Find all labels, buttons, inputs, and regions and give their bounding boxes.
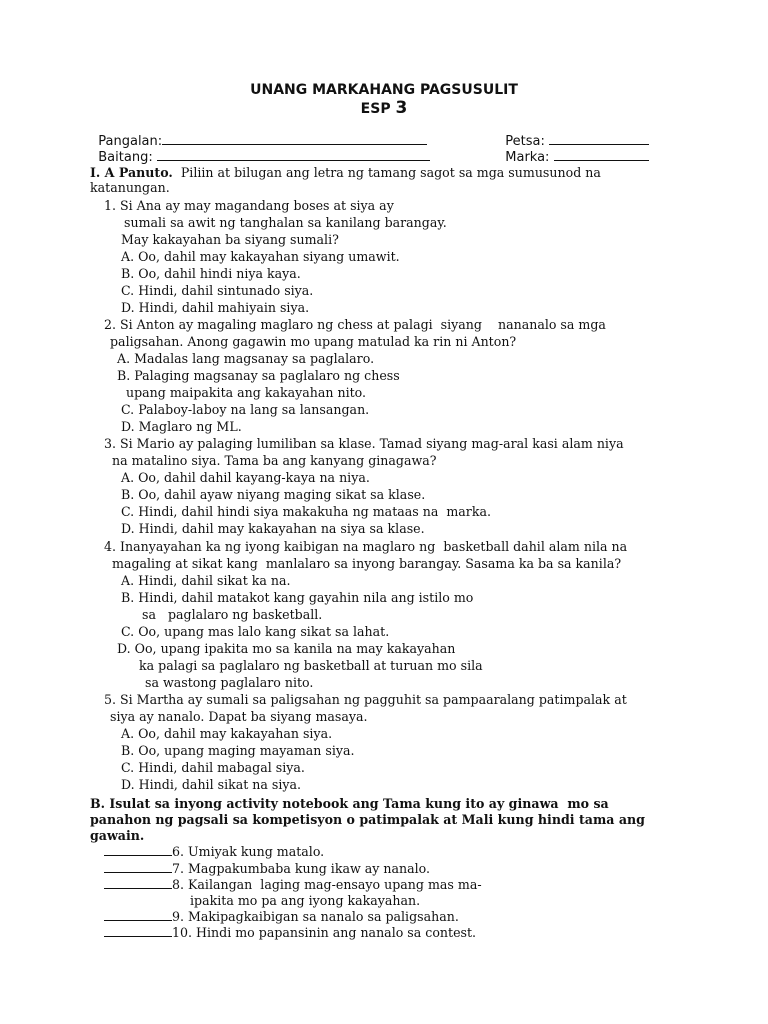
q4-choice-d-cont-2: sa wastong paglalaro nito.: [145, 675, 314, 690]
q4-choice-d-cont: ka palagi sa paglalaro ng basketball at turuan mo sila: [139, 658, 483, 673]
subject: ESP: [360, 101, 391, 117]
part1-instruction: I. A Panuto. Piliin at bilugan ang letra ng tamang sagot sa mga sumusunod na: [90, 165, 601, 180]
q4-choice-b-cont: sa paglalaro ng basketball.: [142, 607, 323, 622]
score-blank[interactable]: [554, 149, 649, 161]
answer-blank-10[interactable]: [104, 925, 172, 937]
q2-choice-a[interactable]: A. Madalas lang magsanay sa paglalaro.: [117, 351, 375, 366]
item-8-cont: ipakita mo pa ang iyong kakayahan.: [190, 893, 421, 908]
item-6: 6. Umiyak kung matalo.: [104, 844, 324, 860]
date-label: Petsa:: [505, 134, 545, 149]
q2-choice-b-cont: upang maipakita ang kakayahan nito.: [126, 385, 367, 400]
q5-stem: 5. Si Martha ay sumali sa paligsahan ng pagguhit sa pampaaralang patimpalak at: [104, 692, 627, 707]
q2-stem-2: paligsahan. Anong gagawin mo upang matulad ka rin ni Anton?: [110, 334, 517, 349]
q4-choice-b[interactable]: B. Hindi, dahil matakot kang gayahin nila ang istilo mo: [121, 590, 474, 605]
score-field[interactable]: [497, 133, 649, 166]
part2-heading: B. Isulat sa inyong activity notebook ang Tama kung ito ay ginawa mo sa: [90, 796, 609, 811]
q1-stem-3: May kakayahan ba siyang sumali?: [121, 232, 339, 247]
grade-number: 3: [395, 98, 408, 118]
q4-stem-2: magaling at sikat kang manlalaro sa inyong barangay. Sasama ka ba sa kanila?: [112, 556, 622, 571]
level-field[interactable]: [90, 133, 430, 166]
q5-choice-c[interactable]: C. Hindi, dahil mabagal siya.: [121, 760, 305, 775]
level-blank[interactable]: [157, 149, 430, 161]
answer-blank-8[interactable]: [104, 877, 172, 889]
q4-stem: 4. Inanyayahan ka ng iyong kaibigan na maglaro ng basketball dahil alam nila na: [104, 539, 628, 554]
score-label: Marka:: [505, 150, 550, 165]
q2-choice-d[interactable]: D. Maglaro ng ML.: [121, 419, 242, 434]
q4-choice-c[interactable]: C. Oo, upang mas lalo kang sikat sa lahat.: [121, 624, 390, 639]
q3-choice-c[interactable]: C. Hindi, dahil hindi siya makakuha ng mataas na marka.: [121, 504, 491, 519]
q5-choice-d[interactable]: D. Hindi, dahil sikat na siya.: [121, 777, 302, 792]
q3-choice-a[interactable]: A. Oo, dahil dahil kayang-kaya na niya.: [121, 470, 370, 485]
q5-choice-a[interactable]: A. Oo, dahil may kakayahan siya.: [121, 726, 333, 741]
level-label: Baitang:: [98, 150, 153, 165]
item-7: 7. Magpakumbaba kung ikaw ay nanalo.: [104, 861, 430, 877]
q3-stem-2: na matalino siya. Tama ba ang kanyang ginagawa?: [112, 453, 437, 468]
q4-choice-d[interactable]: D. Oo, upang ipakita mo sa kanila na may kakayahan: [117, 641, 456, 656]
part1-heading: I. A Panuto.: [90, 165, 173, 180]
q5-stem-2: siya ay nanalo. Dapat ba siyang masaya.: [110, 709, 368, 724]
part2-heading-2: panahon ng pagsali sa kompetisyon o patimpalak at Mali kung hindi tama ang: [90, 812, 645, 827]
item-8: 8. Kailangan laging mag-ensayo upang mas ma-: [104, 877, 482, 893]
q5-choice-b[interactable]: B. Oo, upang maging mayaman siya.: [121, 743, 355, 758]
q1-stem-2: sumali sa awit ng tanghalan sa kanilang barangay.: [124, 215, 447, 230]
q1-choice-d[interactable]: D. Hindi, dahil mahiyain siya.: [121, 300, 310, 315]
q2-choice-c[interactable]: C. Palaboy-laboy na lang sa lansangan.: [121, 402, 370, 417]
part1-instruction-cont: katanungan.: [90, 180, 170, 195]
q1-stem: 1. Si Ana ay may magandang boses at siya ay: [104, 198, 394, 213]
item-10: 10. Hindi mo papansinin ang nanalo sa contest.: [104, 925, 476, 941]
q4-choice-a[interactable]: A. Hindi, dahil sikat ka na.: [121, 573, 291, 588]
answer-blank-6[interactable]: [104, 844, 172, 856]
q1-choice-b[interactable]: B. Oo, dahil hindi niya kaya.: [121, 266, 301, 281]
exam-title: UNANG MARKAHANG PAGSUSULIT: [250, 82, 518, 98]
name-label: Pangalan:: [98, 134, 163, 149]
q1-choice-c[interactable]: C. Hindi, dahil sintunado siya.: [121, 283, 314, 298]
answer-blank-7[interactable]: [104, 861, 172, 873]
q3-stem: 3. Si Mario ay palaging lumiliban sa klase. Tamad siyang mag-aral kasi alam niya: [104, 436, 624, 451]
q3-choice-d[interactable]: D. Hindi, dahil may kakayahan na siya sa klase.: [121, 521, 425, 536]
answer-blank-9[interactable]: [104, 909, 172, 921]
q2-stem: 2. Si Anton ay magaling maglaro ng chess at palagi siyang nananalo sa mga: [104, 317, 606, 332]
q2-choice-b[interactable]: B. Palaging magsanay sa paglalaro ng chess: [117, 368, 400, 383]
item-9: 9. Makipagkaibigan sa nanalo sa paligsahan.: [104, 909, 459, 925]
q1-choice-a[interactable]: A. Oo, dahil may kakayahan siyang umawit.: [121, 249, 400, 264]
subject-line: [0, 98, 768, 118]
part2-heading-3: gawain.: [90, 828, 145, 843]
q3-choice-b[interactable]: B. Oo, dahil ayaw niyang maging sikat sa klase.: [121, 487, 426, 502]
